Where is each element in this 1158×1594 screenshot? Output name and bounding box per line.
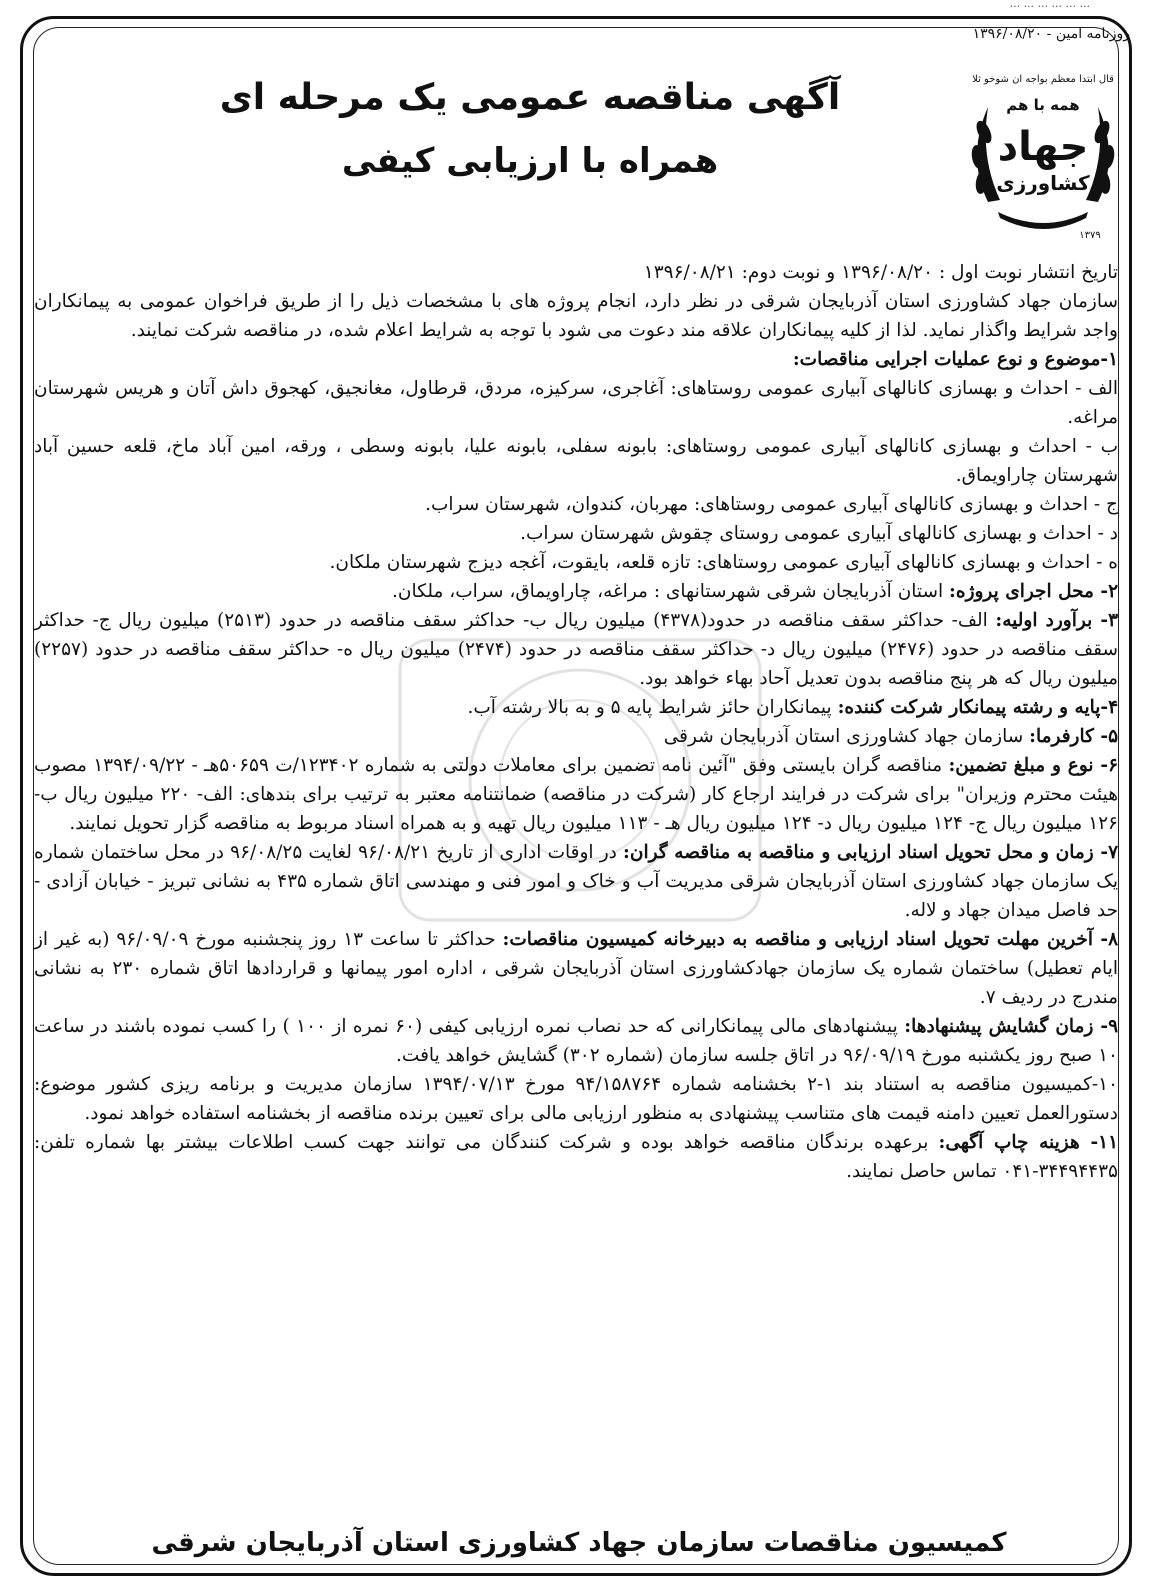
section-11 (34, 1128, 1118, 1186)
section-8-title: ۸- آخرین مهلت تحویل اسناد ارزیابی و مناقصه به دبیرخانه کمیسیون مناقصات: (502, 929, 1119, 950)
section-6-text: مناقصه گران بایستی وفق "آئین نامه تضمین برای معاملات دولتی به شماره ۱۲۳۴۰۲/ت ۵۰۶۵۹هـ - ۱۳۹۴/۰۹/۲۲ مصوب هیئت محترم وزیران" برای شرکت در فرایند ارجاع کار (شرکت در مناقصه) ضمانتنامه معتبر به ترتیب برای بندهای: الف- ۲۲۰ میلیون ریال ب- ۱۲۶ میلیون ریال ج- ۱۲۴ میلیون ریال د- ۱۲۴ میلیون ریال هـ - ۱۱۳ میلیون ریال تهیه و به همراه اسناد مربوط به مناقصه گزار تحویل نمایند. (34, 755, 1119, 834)
section-8-text: حداکثر تا ساعت ۱۳ روز پنجشنبه مورخ ۹۶/۰۹/۰۹ (به غیر از ایام تعطیل) ساختمان شماره یک سازمان جهادکشاورزی استان آذربایجان شرقی ، اداره امور پیمانها و قراردادها اتاق شماره ۲۳۰ به نشانی مندرج در ردیف ۷. (34, 929, 1118, 1008)
notice-title (150, 70, 910, 196)
section-4 (34, 693, 1118, 722)
section-5 (34, 722, 1118, 751)
section-7 (34, 838, 1118, 925)
section-3-title: ۳- برآورد اولیه: (995, 610, 1119, 631)
title-line-2: همراه با ارزیابی کیفی (341, 141, 719, 181)
section-9-title: ۹- زمان گشایش پیشنهادها: (904, 1016, 1118, 1037)
logo-arc-text: قال ابتدا معظم بواجه ان شوخو ثلا (972, 74, 1114, 85)
section-9-text: پیشنهادهای مالی پیمانکارانی که حد نصاب نمره ارزیابی کیفی (۶۰ نمره از ۱۰۰ ) را کسب نموده باشند در ساعت ۱۰ صبح روز یکشنبه مورخ ۹۶/۰۹/۱۹ در اتاق جلسه سازمان (شماره ۳۰۲) گشایش خواهد یافت. (34, 1016, 1118, 1066)
section-1-item-b: ب - احداث و بهسازی کانالهای آبیاری عمومی روستاهای: بابونه سفلی، بابونه علیا، بابونه وسطی ، ورقه، امین آباد ماخ، قلعه حسین آباد شهرستان چاراویماق. (34, 436, 1118, 486)
section-1-item-a: الف - احداث و بهسازی کانالهای آبیاری عمومی روستاهای: آغاجری، سرکیزه، مردق، قرطاول، مغانجیق، کهجوق داش آتان و هریس شهرستان مراغه. (34, 378, 1118, 428)
section-5-text: سازمان جهاد کشاورزی استان آذربایجان شرقی (663, 726, 1024, 747)
section-7-text: در اوقات اداری از تاریخ ۹۶/۰۸/۲۱ لغایت ۹۶/۰۸/۲۵ در محل ساختمان شماره یک سازمان جهاد کشاورزی استان آذربایجان شرقی مدیریت آب و خاک و امور فنی و مهندسی اتاق شماره ۴۳۵ به نشانی تبریز - خیابان آزادی - حد فاصل میدان جهاد و لاله. (34, 842, 1118, 921)
section-2 (34, 577, 1118, 606)
section-3 (34, 606, 1118, 693)
newspaper-date: روزنامه امین - ۱۳۹۶/۰۸/۲۰ (972, 26, 1130, 42)
section-3-text: الف- حداکثر سقف مناقصه در حدود(۴۳۷۸) میلیون ریال ب- حداکثر سقف مناقصه در حدود (۲۵۱۳) میلیون ریال ج- حداکثر سقف مناقصه در حدود (۲۴۷۶) میلیون ریال د- حداکثر سقف مناقصه در حدود (۲۴۷۴) میلیون ریال ه- حداکثر سقف مناقصه در حدود (۲۲۵۷) میلیون ریال که هر پنج مناقصه بدون تعدیل آحاد بهاء خواهد بود. (34, 610, 1118, 689)
footer-signature: کمیسیون مناقصات سازمان جهاد کشاورزی استان آذربایجان شرقی (151, 1528, 1007, 1558)
section-11-title: ۱۱- هزینه چاپ آگهی: (938, 1132, 1119, 1153)
title-line-1: آگهی مناقصه عمومی یک مرحله ای (219, 77, 841, 118)
section-1-title: ۱-موضوع و نوع عملیات اجرایی مناقصات: (792, 349, 1118, 370)
section-7-title: ۷- زمان و محل تحویل اسناد ارزیابی و مناقصه به مناقصه گران: (623, 842, 1118, 863)
section-9 (34, 1012, 1118, 1070)
section-5-title: ۵- کارفرما: (1029, 726, 1118, 747)
section-1-item-c: ج - احداث و بهسازی کانالهای آبیاری عمومی روستاهای: مهربان، کندوان، شهرستان سراب. (425, 494, 1118, 515)
section-4-title: ۴-پایه و رشته پیمانکار شرکت کننده: (837, 697, 1118, 718)
section-8 (34, 925, 1118, 1012)
intro-paragraph: سازمان جهاد کشاورزی استان آذربایجان شرقی در نظر دارد، انجام پروژه های با مشخصات ذیل را از طریق فراخوان عمومی به پیمانکاران واجد شرایط واگذار نماید. لذا از کلیه پیمانکاران علاقه مند دعوت می شود با توجه به شرایط اعلام شده، در مناقصه شرکت نمایند. (34, 291, 1118, 341)
section-1-item-d: د - احداث و بهسازی کانالهای آبیاری عمومی روستای چقوش شهرستان سراب. (520, 523, 1118, 544)
logo-year: ۱۳۷۹ (1079, 230, 1101, 241)
section-1-item-e: ه - احداث و بهسازی کانالهای آبیاری عمومی روستاهای: تازه قلعه، بایقوت، آغجه دیزج شهرستان ملکان. (329, 552, 1118, 573)
section-2-title: ۲- محل اجرای پروژه: (949, 581, 1118, 602)
section-6-title: ۶- نوع و مبلغ تضمین: (948, 755, 1118, 776)
section-6 (34, 751, 1118, 838)
section-2-text: استان آذربایجان شرقی شهرستانهای : مراغه، چاراویماق، سراب، ملکان. (392, 581, 944, 602)
section-10: ۱۰-کمیسیون مناقصه به استناد بند ۱-۲ بخشنامه شماره ۹۴/۱۵۸۷۶۴ مورخ ۱۳۹۴/۰۷/۱۳ سازمان مدیریت و برنامه ریزی کشور موضوع: دستورالعمل تعیین دامنه قیمت های متناسب پیشنهادی به منظور ارزیابی مالی برای تعیین برنده مناقصه از بخشنامه استفاده خواهد نمود. (34, 1074, 1119, 1124)
notice-body (34, 258, 1118, 1186)
top-cropped-text: ... ... ... ... ... ... (1009, 0, 1090, 10)
logo-main-text: جهاد (997, 124, 1089, 170)
section-4-text: پیمانکاران حائز شرایط پایه ۵ و به بالا رشته آب. (467, 697, 832, 718)
jahad-logo (958, 52, 1128, 242)
section-11-text: برعهده برندگان مناقصه خواهد بوده و شرکت کنندگان می توانند جهت کسب اطلاعات بیشتر بها شماره تلفن: ۳۴۴۹۴۴۳۵-۰۴۱ تماس حاصل نمایند. (34, 1132, 1118, 1182)
publish-dates: تاریخ انتشار نوبت اول : ۱۳۹۶/۰۸/۲۰ و نوبت دوم: ۱۳۹۶/۰۸/۲۱ (643, 262, 1118, 283)
logo-bottom-text: کشاورزی (996, 171, 1090, 195)
logo-top-text: همه با هم (1006, 96, 1080, 114)
